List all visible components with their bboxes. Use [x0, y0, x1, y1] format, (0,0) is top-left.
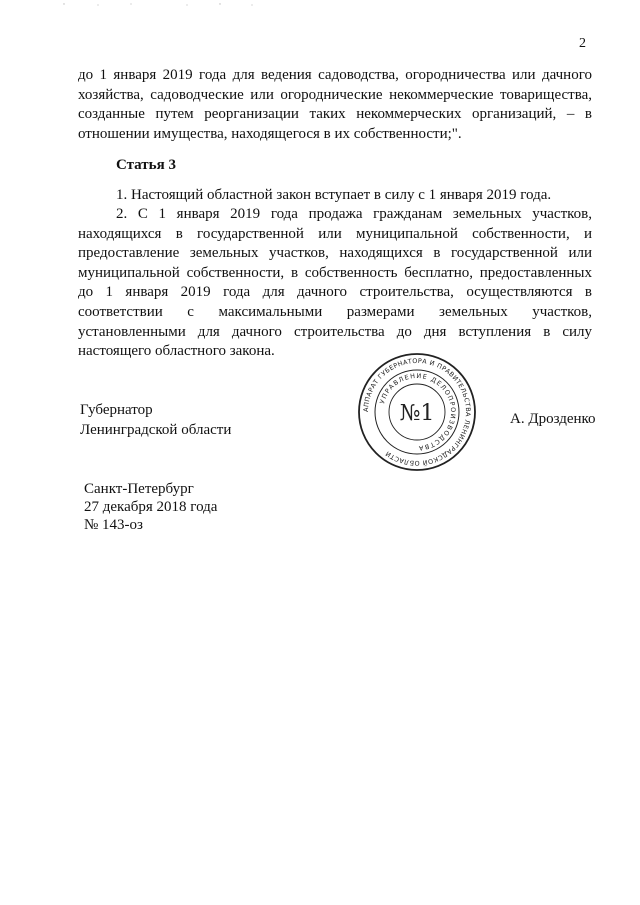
issuance-place: Санкт-Петербург [84, 481, 194, 497]
scan-artifacts [0, 0, 640, 14]
stamp-number: №1 [399, 401, 435, 426]
continuation-paragraph: до 1 января 2019 года для ведения садоводства, огородничества или дачного хозяйства, садоводческие или огороднические некоммерческие товарищества, созданные путем реорганизации таких некоммерческих организаций, – в отношении имущества, находящегося в их собственности;". [78, 67, 592, 142]
article-heading: Статья 3 [116, 157, 176, 173]
signer-name: А. Дрозденко [510, 411, 596, 427]
stamp-ring-text: АППАРАТ ГУБЕРНАТОРА И ПРАВИТЕЛЬСТВА ЛЕНИНГРАДСКОЙ ОБЛАСТИ [361, 356, 473, 468]
issuance-block [84, 480, 217, 534]
official-stamp [357, 352, 477, 472]
signer-title [80, 400, 231, 440]
article-item-2: 2. С 1 января 2019 года продажа гражданам земельных участков, находящихся в государственной или муниципальной собственности, и предоставление земельных участков, находящихся в государственной или муниципальной собственности, в собственность бесплатно, предоставленных до 1 января 2019 года для дачного строительства, осуществляются в соответствии с максимальными размерами земельных участков, установленными для дачного строительства до дня вступления в силу настоящего областного закона. [78, 206, 592, 360]
article-item-1: 1. Настоящий областной закон вступает в силу с 1 января 2019 года. [116, 187, 552, 203]
signer-title-line-2: Ленинградской области [80, 422, 232, 438]
issuance-date: 27 декабря 2018 года [84, 499, 218, 515]
stamp-inner-text: УПРАВЛЕНИЕ ДЕЛОПРОИЗВОДСТВА [378, 371, 458, 453]
issuance-number: № 143-оз [84, 517, 143, 533]
page-number: 2 [579, 36, 586, 51]
signer-title-line-1: Губернатор [80, 402, 153, 418]
